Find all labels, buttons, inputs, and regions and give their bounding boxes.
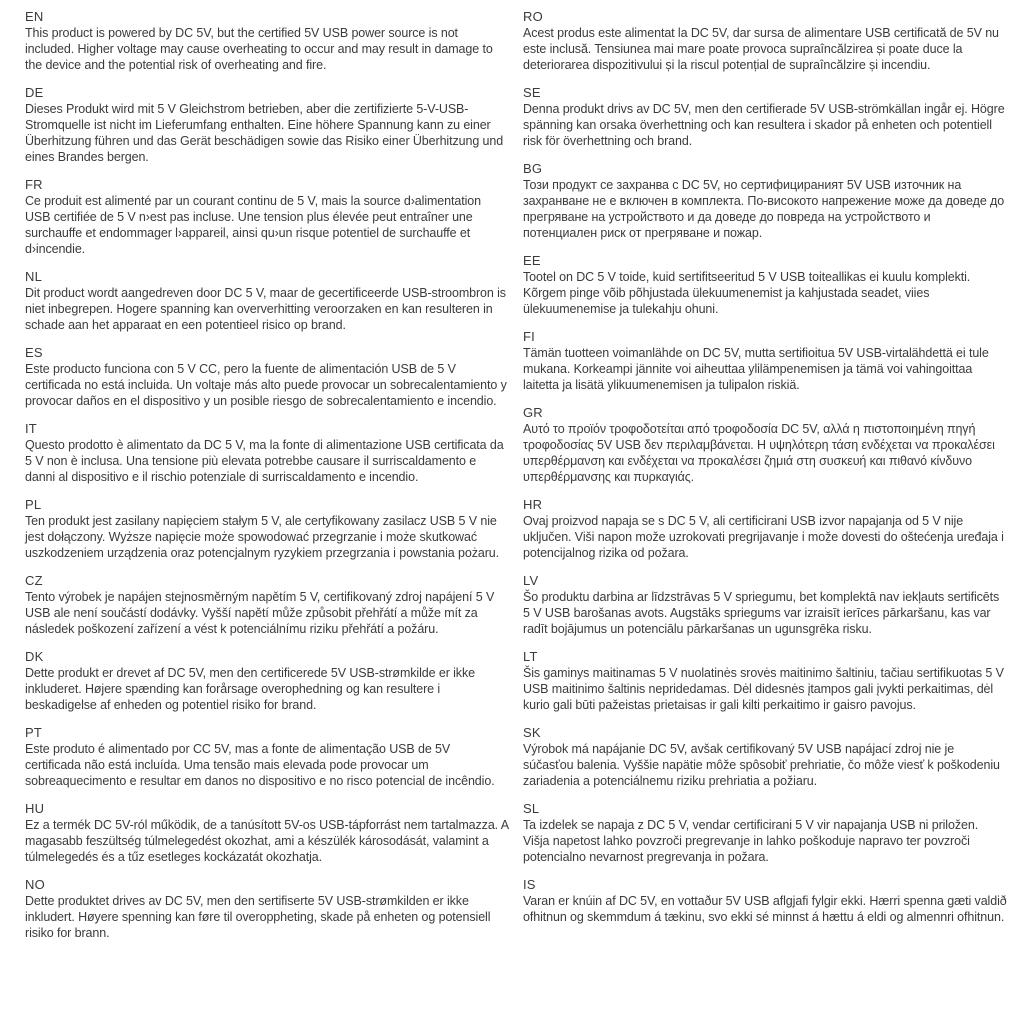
lang-text-bg: Този продукт се захранва с DC 5V, но сертифицираният 5V USB източник на захранване не е включен в комплекта. По-високото напрежение може да доведе до прегряване на устройството и да доведе до повреда на устройството и потенциален риск от прегряване и пожар. bbox=[523, 178, 1005, 240]
lang-text-ro: Acest produs este alimentat la DC 5V, dar sursa de alimentare USB certificată de 5V nu este inclusă. Tensiunea mai mare poate provoca supraîncălzirea și poate duce la deteriorarea dispozitivului și la riscul potențial de supraîncălzire și incendiu. bbox=[523, 26, 999, 72]
lang-block-fi bbox=[523, 329, 1007, 393]
lang-block-ro bbox=[523, 9, 1007, 73]
lang-code-pl: PL bbox=[25, 497, 42, 512]
lang-text-se: Denna produkt drivs av DC 5V, men den certifierade 5V USB-strömkällan ingår ej. Högre spänning kan orsaka överhettning och kan resultera i skador på enheten och potentiell risk för överhettning och brand. bbox=[523, 102, 1005, 148]
lang-text-pl: Ten produkt jest zasilany napięciem stałym 5 V, ale certyfikowany zasilacz USB 5 V nie jest dołączony. Wyższe napięcie może spowodować przegrzanie i może skutkować uszkodzeniem urządzenia oraz potencjalnym ryzykiem przegrzania i powstania pożaru. bbox=[25, 514, 499, 560]
lang-block-dk bbox=[25, 649, 509, 713]
lang-text-is: Varan er knúin af DC 5V, en vottaður 5V USB aflgjafi fylgir ekki. Hærri spenna gæti valdið ofhitnun og skemmdum á tækinu, svo ekki sé minnst á hættu á eldi og almennri ofhitnun. bbox=[523, 894, 1007, 924]
lang-block-lv bbox=[523, 573, 1007, 637]
lang-text-hr: Ovaj proizvod napaja se s DC 5 V, ali certificirani USB izvor napajanja od 5 V nije uključen. Viši napon može uzrokovati pregrijavanje i može dovesti do oštećenja uređaja i potencijalnog rizika od požara. bbox=[523, 514, 1004, 560]
lang-block-es bbox=[25, 345, 509, 409]
lang-block-de bbox=[25, 85, 509, 165]
lang-text-nl: Dit product wordt aangedreven door DC 5 V, maar de gecertificeerde USB-stroombron is niet inbegrepen. Hogere spanning kan oververhitting veroorzaken en kan resulteren in schade aan het apparaat en een potentieel risico op brand. bbox=[25, 286, 506, 332]
lang-code-it: IT bbox=[25, 421, 37, 436]
lang-block-ee bbox=[523, 253, 1007, 317]
lang-code-ee: EE bbox=[523, 253, 541, 268]
lang-code-hu: HU bbox=[25, 801, 45, 816]
lang-block-cz bbox=[25, 573, 509, 637]
left-column bbox=[25, 9, 509, 953]
lang-code-en: EN bbox=[25, 9, 44, 24]
lang-block-it bbox=[25, 421, 509, 485]
lang-code-fr: FR bbox=[25, 177, 43, 192]
lang-text-pt: Este produto é alimentado por CC 5V, mas a fonte de alimentação USB de 5V certificada não está incluída. Uma tensão mais elevada pode provocar um sobreaquecimento e resultar em danos no dispositivo e no risco potencial de incêndio. bbox=[25, 742, 495, 788]
lang-code-fi: FI bbox=[523, 329, 535, 344]
lang-code-hr: HR bbox=[523, 497, 543, 512]
lang-text-es: Este producto funciona con 5 V CC, pero la fuente de alimentación USB de 5 V certificada no está incluida. Un voltaje más alto puede provocar un sobrecalentamiento y provocar daños en el dispositivo y un posible riesgo de sobrecalentamiento e incendio. bbox=[25, 362, 507, 408]
lang-code-bg: BG bbox=[523, 161, 543, 176]
lang-block-fr bbox=[25, 177, 509, 257]
lang-block-is bbox=[523, 877, 1007, 925]
lang-block-hu bbox=[25, 801, 509, 865]
lang-code-nl: NL bbox=[25, 269, 43, 284]
lang-block-bg bbox=[523, 161, 1007, 241]
lang-code-dk: DK bbox=[25, 649, 44, 664]
lang-text-dk: Dette produkt er drevet af DC 5V, men den certificerede 5V USB-strømkilde er ikke inkluderet. Højere spænding kan forårsage overophedning og kan resultere i beskadigelse af enheden og potentiel risiko for brand. bbox=[25, 666, 475, 712]
lang-text-it: Questo prodotto è alimentato da DC 5 V, ma la fonte di alimentazione USB certificata da 5 V non è inclusa. Una tensione più elevata potrebbe causare il surriscaldamento e danni al dispositivo e il rischio potenziale di surriscaldamento e incendio. bbox=[25, 438, 504, 484]
lang-text-de: Dieses Produkt wird mit 5 V Gleichstrom betrieben, aber die zertifizierte 5-V-USB-Stromquelle ist nicht im Lieferumfang enthalten. Eine höhere Spannung kann zu einer Überhitzung führen und das Gerät beschädigen sowie das Risiko einer Überhitzung und eines Brandes bergen. bbox=[25, 102, 504, 164]
lang-text-cz: Tento výrobek je napájen stejnosměrným napětím 5 V, certifikovaný zdroj napájení 5 V USB ale není součástí dodávky. Vyšší napětí může způsobit přehřátí a může mít za následek poškození zařízení a vést k potenciálnímu riziku přehřátí a požáru. bbox=[25, 590, 495, 636]
right-column bbox=[523, 9, 1007, 953]
lang-code-lt: LT bbox=[523, 649, 538, 664]
lang-text-sk: Výrobok má napájanie DC 5V, avšak certifikovaný 5V USB napájací zdroj nie je súčasťou balenia. Vyššie napätie môže spôsobiť prehriatie, čo môže viesť k poškodeniu zariadenia a potenciálnemu riziku prehriatia a požiaru. bbox=[523, 742, 1000, 788]
lang-block-nl bbox=[25, 269, 509, 333]
lang-text-hu: Ez a termék DC 5V-ról működik, de a tanúsított 5V-os USB-tápforrást nem tartalmazza. A magasabb feszültség túlmelegedést okozhat, ami a készülék károsodását, valamint a túlmelegedés és a tűz esetleges kockázatát okozhatja. bbox=[25, 818, 509, 864]
lang-block-en bbox=[25, 9, 509, 73]
lang-code-de: DE bbox=[25, 85, 44, 100]
lang-text-en: This product is powered by DC 5V, but the certified 5V USB power source is not included. Higher voltage may cause overheating to occur and may result in damage to the device and the potential risk of overheating and fire. bbox=[25, 26, 493, 72]
lang-text-lv: Šo produktu darbina ar līdzstrāvas 5 V spriegumu, bet komplektā nav iekļauts sertificēts 5 V USB barošanas avots. Augstāks spriegums var izraisīt ierīces pārkaršanu, kas var radīt bojājumus un potenciālu pārkaršanas un ugunsgrēka risku. bbox=[523, 590, 1000, 636]
lang-block-sk bbox=[523, 725, 1007, 789]
lang-code-lv: LV bbox=[523, 573, 539, 588]
lang-block-se bbox=[523, 85, 1007, 149]
lang-block-no bbox=[25, 877, 509, 941]
lang-block-sl bbox=[523, 801, 1007, 865]
lang-code-ro: RO bbox=[523, 9, 543, 24]
lang-code-is: IS bbox=[523, 877, 536, 892]
lang-block-pl bbox=[25, 497, 509, 561]
lang-text-no: Dette produktet drives av DC 5V, men den sertifiserte 5V USB-strømkilden er ikke inkludert. Høyere spenning kan føre til overoppheting, skade på enheten og potensiell risiko for brann. bbox=[25, 894, 491, 940]
lang-block-hr bbox=[523, 497, 1007, 561]
lang-code-no: NO bbox=[25, 877, 45, 892]
lang-text-sl: Ta izdelek se napaja z DC 5 V, vendar certificirani 5 V vir napajanja USB ni priložen. Višja napetost lahko povzroči pregrevanje in lahko poškoduje napravo ter povzroči potencialno nevarnost pregrevanja in požara. bbox=[523, 818, 979, 864]
lang-text-fi: Tämän tuotteen voimanlähde on DC 5V, mutta sertifioitua 5V USB-virtalähdettä ei tule mukana. Korkeampi jännite voi aiheuttaa ylilämpenemisen ja tämä voi vahingoittaa laitetta ja lisätä ylikuumenemisen ja tulipalon riskiä. bbox=[523, 346, 989, 392]
lang-block-pt bbox=[25, 725, 509, 789]
lang-code-gr: GR bbox=[523, 405, 543, 420]
lang-text-ee: Tootel on DC 5 V toide, kuid sertifitseeritud 5 V USB toiteallikas ei kuulu komplekti. Kõrgem pinge võib põhjustada ülekuumenemist ja kahjustada seadet, viies ülekuumenemise ja tulekahju ohuni. bbox=[523, 270, 971, 316]
lang-block-lt bbox=[523, 649, 1007, 713]
lang-text-gr: Αυτό το προϊόν τροφοδοτείται από τροφοδοσία DC 5V, αλλά η πιστοποιημένη πηγή τροφοδοσίας 5V USB δεν περιλαμβάνεται. Η υψηλότερη τάση ενδέχεται να προκαλέσει υπερθέρμανση και ενδέχεται να προκαλέσει ζημιά στη συσκευή και πιθανό κίνδυνο υπερθέρμανσης και πυρκαγιάς. bbox=[523, 422, 995, 484]
lang-code-sl: SL bbox=[523, 801, 540, 816]
lang-code-pt: PT bbox=[25, 725, 43, 740]
lang-code-sk: SK bbox=[523, 725, 541, 740]
lang-code-se: SE bbox=[523, 85, 541, 100]
lang-code-es: ES bbox=[25, 345, 43, 360]
lang-text-lt: Šis gaminys maitinamas 5 V nuolatinės srovės maitinimo šaltiniu, tačiau sertifikuotas 5 V USB maitinimo šaltinis nepridedamas. Dėl didesnės įtampos gali įvykti perkaitimas, dėl kurio gali būti pažeistas prietaisas ir gali kilti perkaitimo ir gaisro pavojus. bbox=[523, 666, 1004, 712]
lang-block-gr bbox=[523, 405, 1007, 485]
lang-text-fr: Ce produit est alimenté par un courant continu de 5 V, mais la source d›alimentation USB certifiée de 5 V n›est pas incluse. Une tension plus élevée peut entraîner une surchauffe et endommager l›appareil, ainsi qu›un risque potentiel de surchauffe et d›incendie. bbox=[25, 194, 481, 256]
lang-code-cz: CZ bbox=[25, 573, 43, 588]
